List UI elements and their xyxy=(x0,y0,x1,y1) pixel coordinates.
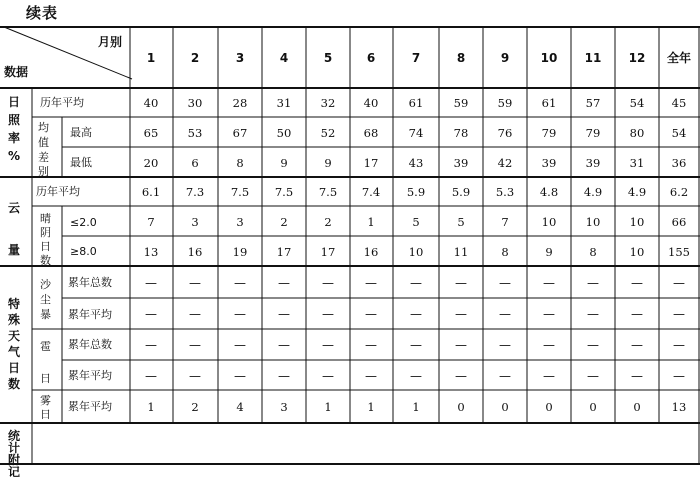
dash-cell: — xyxy=(145,276,157,290)
overcast-days-cell: 19 xyxy=(232,245,248,259)
dash-cell: — xyxy=(322,307,334,321)
dash-cell: — xyxy=(322,338,334,352)
dash-cell: — xyxy=(189,369,201,383)
dash-cell: — xyxy=(365,338,377,352)
dash-cell: — xyxy=(631,276,643,290)
notes-char-3: 附 xyxy=(8,453,21,467)
overcast-days-cell: 16 xyxy=(363,245,379,259)
cloud-avg-label: 历年平均 xyxy=(36,185,80,198)
sand-char-3: 暴 xyxy=(40,308,51,321)
dash-cell: — xyxy=(278,307,290,321)
dev-char-3: 差 xyxy=(38,151,49,164)
clear-days-cell: 7 xyxy=(147,215,155,229)
clear-days-cell: 3 xyxy=(236,215,244,229)
sunshine-min-cell: 39 xyxy=(585,156,601,170)
sunshine-min-cell: 9 xyxy=(324,156,332,170)
sunshine-min-cell: 36 xyxy=(671,156,687,170)
data-label: 数据 xyxy=(4,65,29,79)
dash-cell: — xyxy=(234,307,246,321)
sunshine-avg-cell: 40 xyxy=(143,96,159,110)
dash-cell: — xyxy=(234,369,246,383)
cloud-avg-cell: 7.5 xyxy=(230,185,250,199)
sunshine-min-cell: 39 xyxy=(453,156,469,170)
dash-cell: — xyxy=(673,276,685,290)
sunshine-max-cell: 50 xyxy=(276,126,292,140)
sunshine-min-cell: 42 xyxy=(497,156,513,170)
cloud-avg-cell: 7.4 xyxy=(361,185,381,199)
fog-avg-cell: 1 xyxy=(147,400,155,414)
cloud-avg-cell: 7.5 xyxy=(274,185,294,199)
dash-cell: — xyxy=(673,369,685,383)
sunshine-min-cell: 8 xyxy=(236,156,244,170)
sunshine-avg-cell: 45 xyxy=(671,96,687,110)
month-header: 4 xyxy=(279,51,289,65)
dash-cell: — xyxy=(455,338,467,352)
sand-total-label: 累年总数 xyxy=(68,276,112,289)
overcast-days-cell: 11 xyxy=(453,245,469,259)
hail-char-2: 日 xyxy=(40,372,51,385)
sunshine-min-cell: 43 xyxy=(408,156,424,170)
clear-days-cell: 10 xyxy=(629,215,645,229)
sunshine-min-cell: 6 xyxy=(191,156,199,170)
sunshine-min-cell: 20 xyxy=(143,156,159,170)
sunshine-max-cell: 53 xyxy=(187,126,203,140)
hail-avg-label: 累年平均 xyxy=(68,369,112,382)
dash-cell: — xyxy=(587,307,599,321)
dash-cell: — xyxy=(365,307,377,321)
sunshine-avg-cell: 61 xyxy=(541,96,557,110)
dash-cell: — xyxy=(322,369,334,383)
sunshine-avg-cell: 40 xyxy=(363,96,379,110)
sunshine-max-cell: 54 xyxy=(671,126,687,140)
sunshine-avg-cell: 59 xyxy=(497,96,513,110)
dash-cell: — xyxy=(455,276,467,290)
sunshine-min-cell: 31 xyxy=(629,156,645,170)
cloud-avg-cell: 4.9 xyxy=(583,185,603,199)
dash-cell: — xyxy=(145,307,157,321)
month-header: 全年 xyxy=(666,51,692,65)
special-char-5: 日 xyxy=(8,361,21,375)
special-char-4: 气 xyxy=(8,345,21,359)
dash-cell: — xyxy=(189,307,201,321)
month-header: 6 xyxy=(366,51,376,65)
dash-cell: — xyxy=(587,276,599,290)
days-char-2: 阴 xyxy=(40,226,51,239)
clear-days-cell: 10 xyxy=(585,215,601,229)
dev-char-1: 均 xyxy=(38,121,49,134)
dash-cell: — xyxy=(543,338,555,352)
clear-days-cell: 10 xyxy=(541,215,557,229)
clear-days-cell: 66 xyxy=(671,215,687,229)
dash-cell: — xyxy=(587,338,599,352)
fog-avg-cell: 13 xyxy=(671,400,687,414)
notes-char-4: 记 xyxy=(8,465,21,479)
dash-cell: — xyxy=(410,369,422,383)
month-header: 8 xyxy=(456,51,466,65)
sunshine-avg-cell: 57 xyxy=(585,96,601,110)
sunshine-group-char-4: % xyxy=(8,149,21,163)
sunshine-max-label: 最高 xyxy=(70,126,92,139)
special-char-2: 殊 xyxy=(8,313,21,327)
clear-days-cell: 5 xyxy=(412,215,420,229)
clear-days-cell: 3 xyxy=(191,215,199,229)
month-header: 11 xyxy=(584,51,602,65)
special-char-1: 特 xyxy=(8,297,21,311)
sunshine-max-cell: 79 xyxy=(585,126,601,140)
fog-char-2: 日 xyxy=(40,408,51,421)
clear-days-cell: 7 xyxy=(501,215,509,229)
month-header: 10 xyxy=(540,51,558,65)
sunshine-max-cell: 78 xyxy=(453,126,469,140)
overcast-days-cell: 17 xyxy=(320,245,336,259)
overcast-days-cell: 17 xyxy=(276,245,292,259)
sunshine-avg-cell: 28 xyxy=(232,96,248,110)
clear-days-cell: 2 xyxy=(280,215,288,229)
overcast-days-cell: 8 xyxy=(501,245,509,259)
dash-cell: — xyxy=(145,369,157,383)
fog-avg-cell: 0 xyxy=(545,400,553,414)
dev-char-2: 值 xyxy=(38,136,49,149)
sunshine-min-cell: 17 xyxy=(363,156,379,170)
dash-cell: — xyxy=(410,276,422,290)
dash-cell: — xyxy=(410,338,422,352)
fog-char-1: 雾 xyxy=(40,394,51,407)
hail-char-1: 雹 xyxy=(40,340,51,353)
dash-cell: — xyxy=(278,338,290,352)
sunshine-min-cell: 39 xyxy=(541,156,557,170)
month-header: 3 xyxy=(235,51,245,65)
sand-avg-label: 累年平均 xyxy=(68,308,112,321)
dash-cell: — xyxy=(278,276,290,290)
dash-cell: — xyxy=(499,276,511,290)
sunshine-avg-label: 历年平均 xyxy=(40,96,84,109)
clear-days-cell: 2 xyxy=(324,215,332,229)
days-char-4: 数 xyxy=(40,254,51,267)
overcast-days-cell: 13 xyxy=(143,245,159,259)
cloud-avg-cell: 4.9 xyxy=(627,185,647,199)
dev-char-4: 别 xyxy=(38,165,49,178)
cloud-avg-cell: 5.9 xyxy=(406,185,426,199)
fog-avg-cell: 3 xyxy=(280,400,288,414)
days-char-3: 日 xyxy=(40,240,51,253)
month-header-row xyxy=(147,50,691,65)
dash-cell: — xyxy=(587,369,599,383)
dash-cell: — xyxy=(455,307,467,321)
dash-cell: — xyxy=(322,276,334,290)
dash-cell: — xyxy=(455,369,467,383)
clear-days-cell: 5 xyxy=(457,215,465,229)
dash-cell: — xyxy=(410,307,422,321)
fog-avg-cell: 2 xyxy=(191,400,199,414)
cloud-avg-cell: 7.5 xyxy=(318,185,338,199)
dash-cell: — xyxy=(234,276,246,290)
cloud-avg-cell: 6.1 xyxy=(141,185,161,199)
overcast-days-cell: 16 xyxy=(187,245,203,259)
dash-cell: — xyxy=(673,307,685,321)
table-cells xyxy=(142,96,690,414)
sunshine-avg-cell: 32 xyxy=(320,96,336,110)
month-header: 2 xyxy=(190,51,200,65)
dash-cell: — xyxy=(543,307,555,321)
clear-label: ≤2.0 xyxy=(70,216,97,229)
sunshine-max-cell: 79 xyxy=(541,126,557,140)
sunshine-max-cell: 76 xyxy=(497,126,513,140)
fog-avg-cell: 1 xyxy=(324,400,332,414)
fog-avg-cell: 0 xyxy=(633,400,641,414)
sunshine-avg-cell: 59 xyxy=(453,96,469,110)
overcast-label: ≥8.0 xyxy=(70,245,97,258)
month-header: 9 xyxy=(500,51,510,65)
dash-cell: — xyxy=(543,369,555,383)
days-char-1: 晴 xyxy=(40,212,51,225)
dash-cell: — xyxy=(631,307,643,321)
sand-char-1: 沙 xyxy=(40,278,51,291)
sunshine-avg-cell: 31 xyxy=(276,96,292,110)
sunshine-avg-cell: 30 xyxy=(187,96,203,110)
sand-char-2: 尘 xyxy=(40,293,51,306)
month-header: 7 xyxy=(411,51,421,65)
dash-cell: — xyxy=(631,338,643,352)
sunshine-max-cell: 80 xyxy=(629,126,645,140)
page-title: 续表 xyxy=(26,4,59,22)
dash-cell: — xyxy=(499,338,511,352)
clear-days-cell: 1 xyxy=(367,215,375,229)
sunshine-max-cell: 52 xyxy=(320,126,336,140)
fog-avg-cell: 4 xyxy=(236,400,244,414)
fog-avg-cell: 0 xyxy=(501,400,509,414)
fog-avg-cell: 1 xyxy=(367,400,375,414)
cloud-group-char-1: 云 xyxy=(8,201,21,215)
month-label: 月别 xyxy=(98,35,123,49)
sunshine-group-char-1: 日 xyxy=(8,95,21,109)
dash-cell: — xyxy=(278,369,290,383)
special-char-3: 天 xyxy=(8,329,21,343)
dash-cell: — xyxy=(365,276,377,290)
dash-cell: — xyxy=(543,276,555,290)
notes-char-1: 统 xyxy=(8,429,21,443)
fog-avg-label: 累年平均 xyxy=(68,400,112,413)
cloud-avg-cell: 4.8 xyxy=(539,185,559,199)
sunshine-max-cell: 68 xyxy=(363,126,379,140)
sunshine-max-cell: 74 xyxy=(408,126,424,140)
dash-cell: — xyxy=(673,338,685,352)
dash-cell: — xyxy=(499,369,511,383)
month-header: 12 xyxy=(628,51,646,65)
dash-cell: — xyxy=(234,338,246,352)
sunshine-max-cell: 67 xyxy=(232,126,248,140)
sunshine-avg-cell: 54 xyxy=(629,96,645,110)
sunshine-group-char-3: 率 xyxy=(8,131,21,145)
dash-cell: — xyxy=(189,338,201,352)
cloud-avg-cell: 5.9 xyxy=(451,185,471,199)
fog-avg-cell: 0 xyxy=(457,400,465,414)
month-header: 1 xyxy=(146,51,156,65)
overcast-days-cell: 10 xyxy=(629,245,645,259)
cloud-avg-cell: 6.2 xyxy=(669,185,689,199)
dash-cell: — xyxy=(631,369,643,383)
dash-cell: — xyxy=(145,338,157,352)
sunshine-max-cell: 65 xyxy=(143,126,159,140)
overcast-days-cell: 8 xyxy=(589,245,597,259)
dash-cell: — xyxy=(189,276,201,290)
cloud-group-char-2: 量 xyxy=(8,243,21,257)
sunshine-min-cell: 9 xyxy=(280,156,288,170)
cloud-avg-cell: 7.3 xyxy=(185,185,205,199)
fog-avg-cell: 1 xyxy=(412,400,420,414)
cloud-avg-cell: 5.3 xyxy=(495,185,515,199)
sunshine-min-label: 最低 xyxy=(70,156,92,169)
notes-char-2: 计 xyxy=(8,441,21,455)
sunshine-group-char-2: 照 xyxy=(8,113,21,127)
overcast-days-cell: 9 xyxy=(545,245,553,259)
sunshine-avg-cell: 61 xyxy=(408,96,424,110)
hail-total-label: 累年总数 xyxy=(68,338,112,351)
month-header: 5 xyxy=(323,51,333,65)
overcast-days-cell: 10 xyxy=(408,245,424,259)
fog-avg-cell: 0 xyxy=(589,400,597,414)
special-char-6: 数 xyxy=(8,377,21,391)
dash-cell: — xyxy=(365,369,377,383)
dash-cell: — xyxy=(499,307,511,321)
overcast-days-cell: 155 xyxy=(668,245,690,259)
